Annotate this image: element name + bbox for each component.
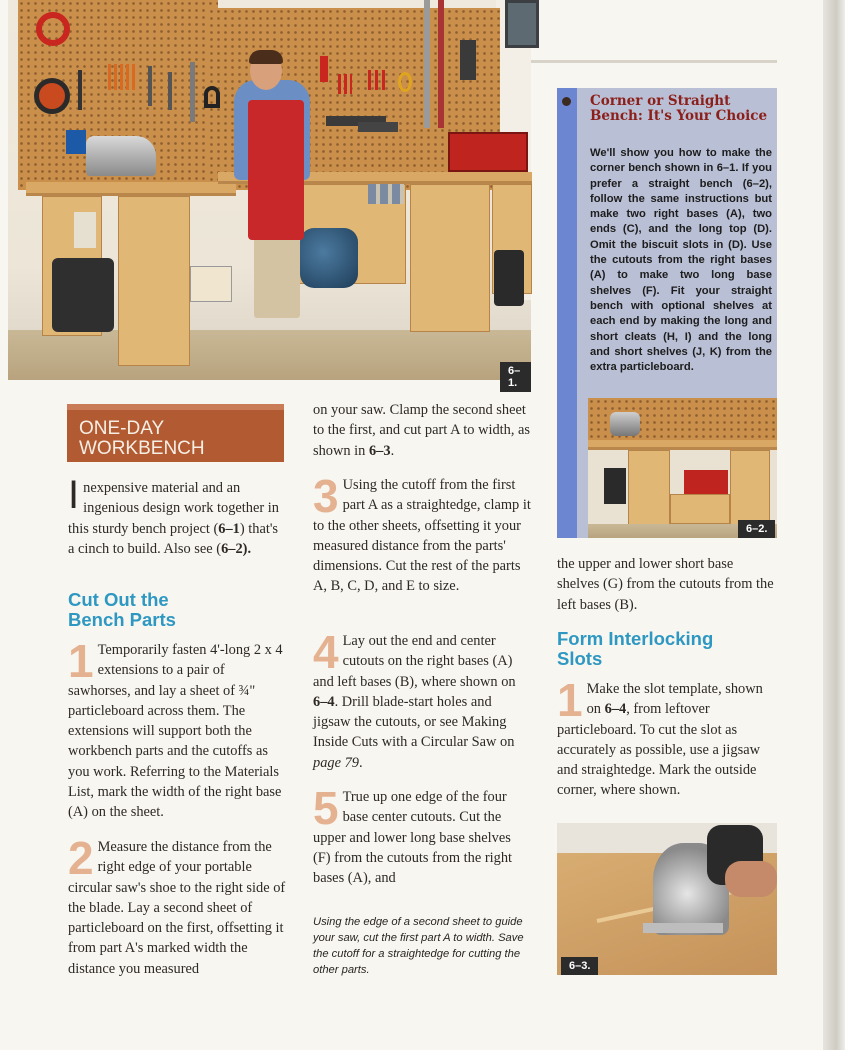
step-number: 1 — [68, 635, 94, 687]
tool-icon — [78, 70, 82, 110]
step-3 — [313, 470, 531, 597]
saw-icon — [358, 122, 398, 132]
bench-top — [588, 440, 777, 450]
person-hair — [249, 50, 283, 64]
figure-ref: 6–3 — [368, 442, 391, 459]
pliers-icon — [368, 70, 386, 90]
figure-label-6-1: 6–1. — [500, 362, 531, 392]
tool-icon — [148, 66, 152, 106]
subhead-line-1: Form Interlocking — [557, 628, 714, 649]
tool-case-icon — [604, 468, 626, 504]
bench-base — [410, 184, 490, 332]
step-5 — [313, 782, 531, 888]
step-number: 3 — [313, 470, 339, 522]
figure-label-6-2: 6–2. — [738, 520, 775, 538]
top-rule — [531, 60, 777, 63]
step-4 — [313, 626, 531, 773]
extension-cord-icon — [36, 12, 70, 46]
step-number: 2 — [68, 832, 94, 884]
bullet-icon — [562, 97, 571, 106]
miter-saw-icon — [610, 412, 640, 436]
slots-step-1 — [557, 674, 777, 801]
workbench-photo — [8, 0, 531, 389]
clamp-icon — [460, 40, 476, 80]
sidebar-title: Corner or Straight Bench: It's Your Choice — [590, 93, 768, 124]
dropcap: I — [68, 473, 80, 517]
tool-icon — [66, 130, 86, 154]
bench-shelf — [670, 494, 730, 524]
tool-case-icon — [52, 258, 114, 332]
straight-bench-photo — [588, 398, 777, 538]
screwdrivers-icon — [108, 64, 136, 90]
pliers-icon — [338, 74, 352, 94]
circular-saw-photo — [557, 823, 777, 975]
step-2 — [68, 832, 286, 979]
cord-reel-icon — [34, 78, 70, 114]
tool-icon — [320, 56, 328, 82]
ear-muffs-icon — [204, 86, 220, 108]
step-number: 4 — [313, 626, 339, 678]
step-text: Measure the distance from the right edge of your portable circular saw's shoe to the right side of the blade. Lay a second sheet of particleboard on the first, offsetting it from part A's marked width the distance you measured — [68, 839, 286, 977]
person-apron — [248, 100, 304, 240]
supply-cans-icon — [368, 184, 404, 204]
page-ref: page 79 — [313, 754, 359, 771]
col2-continued — [313, 400, 531, 461]
step-text: , from leftover particleboard. To cut the slot as accurately as possible, use a jigsaw and straightedge. Mark the outside corner, where shown. — [557, 701, 761, 799]
photo-picture-frame — [505, 0, 539, 48]
figure-ref: 6–1 — [218, 520, 240, 537]
heading-line-2: WORKBENCH — [79, 438, 205, 459]
figure-ref: 6–2 — [221, 540, 243, 557]
subhead-line-2: Slots — [557, 648, 603, 669]
intro-text: ) that's a cinch to build. Also see ( — [68, 520, 279, 557]
step-number: 1 — [557, 674, 583, 726]
intro-paragraph — [68, 473, 286, 559]
toolbox-icon — [448, 132, 528, 172]
page-edge — [823, 0, 845, 1050]
heading-line-1: ONE-DAY — [79, 418, 165, 439]
air-compressor-icon — [300, 228, 358, 288]
step-text: True up one edge of the four base center cutouts. Cut the upper and lower long base shelves (F) from the cutouts from the right bases (A), and — [313, 789, 513, 887]
step-text: Temporarily fasten 4'-long 2 x 4 extensions to a pair of sawhorses, and lay a sheet of ¾" particleboard across them. The extensions will support both the workbench parts and the cutoffs as you work. Referring to the Materials List, mark the width of the right base (A) on the sheet. — [68, 642, 283, 821]
figure-ref: 6–4 — [313, 693, 335, 710]
col3-continued: the upper and lower short base shelves (G) from the cutouts from the left bases (B). — [557, 556, 774, 613]
tool-case-icon — [494, 250, 524, 306]
sidebar-box — [557, 88, 777, 538]
sidebar-strip — [557, 88, 577, 538]
scissors-icon — [398, 72, 412, 92]
bench-base — [730, 450, 770, 530]
paragraph-text: on your saw. Clamp the second sheet to the first, and cut part A to width, as shown in — [313, 402, 531, 459]
step-text: . Drill blade-start holes and jigsaw the cutouts, or see Making Inside Cuts with a Circular Saw on — [313, 693, 515, 751]
subhead-cut-out — [68, 590, 176, 630]
step-text: Lay out the end and center cutouts on the right bases (A) and left bases (B), where shown on — [313, 633, 516, 690]
bench-base — [628, 450, 670, 530]
photo-floor — [8, 330, 531, 380]
intro-text: ). — [242, 540, 252, 557]
step-1 — [68, 635, 286, 823]
figure-label-6-3: 6–3. — [561, 957, 598, 975]
step-text: Using the cutoff from the first part A as a straightedge, clamp it to the other sheets, offsetting it your measured distance from the parts' dimensions. Cut the rest of the parts A, B, C, D, and E to size. — [313, 477, 531, 595]
saw-shoe-icon — [643, 923, 723, 933]
level-icon — [190, 62, 195, 122]
supply-box-icon — [74, 212, 96, 248]
toolbox-icon — [684, 470, 728, 494]
person-legs — [254, 238, 300, 318]
figure-caption: Using the edge of a second sheet to guide your saw, cut the first part A to width. Save the cutoff for a straightedge for cutting the other parts. — [313, 916, 524, 976]
step-text: . — [358, 754, 363, 771]
subhead-form-slots — [557, 629, 713, 669]
bench-base — [118, 196, 190, 366]
tool-icon — [168, 72, 172, 110]
step-text: Make the slot template, shown on — [586, 681, 763, 718]
paragraph-text: . — [390, 442, 395, 459]
clamp-icon — [424, 0, 430, 128]
section-heading-box — [67, 404, 284, 462]
subhead-line-2: Bench Parts — [68, 609, 176, 630]
step-number: 5 — [313, 782, 339, 834]
subhead-line-1: Cut Out the — [68, 589, 169, 610]
miter-saw-icon — [86, 136, 156, 176]
supply-box-icon — [190, 266, 232, 302]
figure-ref: 6–4 — [604, 701, 627, 718]
hand-icon — [725, 861, 777, 897]
clamp-icon — [438, 0, 444, 128]
workbench-top-left — [26, 182, 236, 196]
intro-text: nexpensive material and an ingenious design work together in this sturdy bench project ( — [68, 480, 279, 537]
sidebar-body: We'll show you how to make the corner bench shown in 6–1. If you prefer a straight bench (6–2), follow the same instructions but make two right bases (A), two ends (C), and the long top (D). Omit the biscuit slots in (D). Use the cutouts from the right bases (A) to make two long base shelves (F). Fit your straight bench with optional shelves at each end by making the long and short cleats (H, I) and the long and short shelves (J, K) from the extra particleboard. — [590, 147, 772, 374]
